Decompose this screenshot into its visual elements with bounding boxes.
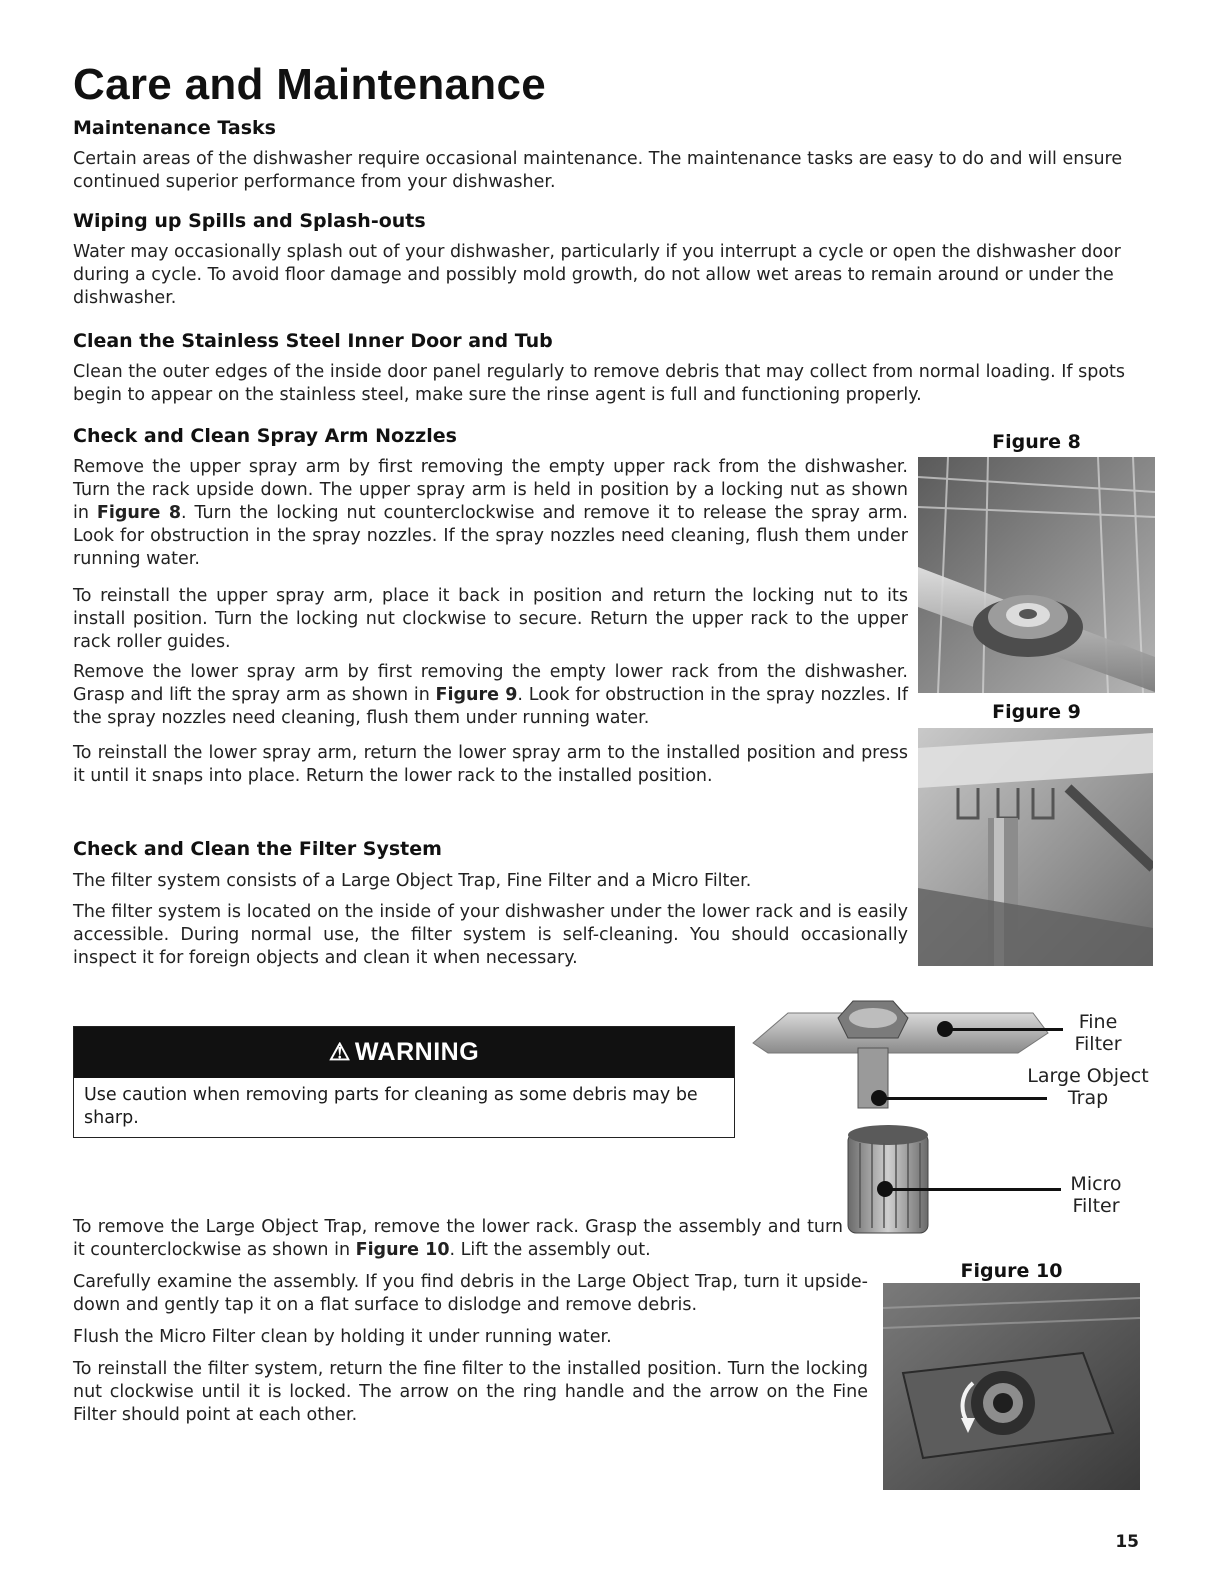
- warning-triangle-icon: ⚠: [328, 1039, 351, 1066]
- spray-arm-paragraph-1: Remove the upper spray arm by first removing the empty upper rack from the dishwasher. Turn the rack upside down. The upper spray arm is held in position by a locking nut as shown in Figure 8. Turn the locking nut counterclockwise and remove it to release the spray arm. Look for obstruction in the spray nozzles. If the spray nozzles need cleaning, flush them under running water.: [73, 457, 908, 569]
- heading-stainless: Clean the Stainless Steel Inner Door and Tub: [73, 330, 553, 352]
- micro-filter-label: Micro Filter: [1070, 1173, 1122, 1217]
- figure-10-reference: Figure 10: [355, 1240, 450, 1260]
- stainless-text: Clean the outer edges of the inside door panel regularly to remove debris that may collect from normal loading. If spots begin to appear on the stainless steel, make sure the rinse agent is full and functioning properly.: [73, 362, 1126, 405]
- heading-maintenance-tasks: Maintenance Tasks: [73, 117, 276, 139]
- heading-filter-system: Check and Clean the Filter System: [73, 838, 442, 860]
- large-object-trap-label: Large Object Trap: [1027, 1065, 1149, 1109]
- filter-paragraph-1: The filter system consists of a Large Object Trap, Fine Filter and a Micro Filter.: [73, 871, 752, 891]
- removal-paragraph-1: To remove the Large Object Trap, remove the lower rack. Grasp the assembly and turn it counterclockwise as shown in Figure 10. Lift the assembly out.: [73, 1217, 843, 1260]
- micro-filter-callout-line: [885, 1188, 1061, 1191]
- heading-spray-arm: Check and Clean Spray Arm Nozzles: [73, 425, 457, 447]
- spray-arm-paragraph-3: Remove the lower spray arm by first removing the empty lower rack from the dishwasher. Grasp and lift the spray arm as shown in Figure 9. Look for obstruction in the spray nozzles. If the spray nozzles need cleaning, flush them under running water.: [73, 662, 908, 728]
- spray-arm-locking-nut-image: [918, 457, 1155, 693]
- warning-header: [74, 1027, 734, 1078]
- page-title: Care and Maintenance: [73, 60, 547, 109]
- removal-paragraph-3: Flush the Micro Filter clean by holding it under running water.: [73, 1327, 612, 1347]
- figure-8-reference: Figure 8: [96, 503, 181, 523]
- figure-9-label: Figure 9: [992, 701, 1081, 723]
- figure-10-photo: [883, 1283, 1140, 1490]
- filter-paragraph-2: The filter system is located on the inside of your dishwasher under the lower rack and is easily accessible. During normal use, the filter system is self-cleaning. You should occasionally inspect it for foreign objects and clean it when necessary.: [73, 902, 908, 968]
- warning-box: [73, 1026, 735, 1138]
- fine-filter-callout-line: [945, 1028, 1063, 1031]
- spray-arm-paragraph-4: To reinstall the lower spray arm, return the lower spray arm to the installed position and press it until it snaps into place. Return the lower rack to the installed position.: [73, 743, 908, 786]
- warning-text: Use caution when removing parts for cleaning as some debris may be sharp.: [84, 1085, 698, 1128]
- figure-9-photo: [918, 728, 1153, 966]
- figure-8-photo: [918, 457, 1155, 693]
- figure-8-label: Figure 8: [992, 431, 1081, 453]
- spills-text: Water may occasionally splash out of your dishwasher, particularly if you interrupt a cycle or open the dishwasher door during a cycle. To avoid floor damage and possibly mold growth, do not allow wet areas to remain around or under the dishwasher.: [73, 242, 1121, 308]
- figure-9-reference: Figure 9: [435, 685, 518, 705]
- lower-spray-arm-image: [918, 728, 1153, 966]
- removal-paragraph-4: To reinstall the filter system, return the fine filter to the installed position. Turn the locking nut clockwise until it is locked. The arrow on the ring handle and the arrow on the Fine Filter should point at each other.: [73, 1359, 868, 1425]
- spray-arm-paragraph-2: To reinstall the upper spray arm, place it back in position and return the locking nut to its install position. Turn the locking nut clockwise to secure. Return the upper rack to the upper rack roller guides.: [73, 586, 908, 652]
- fine-filter-label: Fine Filter: [1074, 1011, 1122, 1055]
- warning-label: WARNING: [354, 1038, 480, 1066]
- figure-10-label: Figure 10: [960, 1260, 1063, 1282]
- page-number: 15: [1115, 1532, 1139, 1552]
- maintenance-tasks-text: Certain areas of the dishwasher require occasional maintenance. The maintenance tasks are easy to do and will ensure continued superior performance from your dishwasher.: [73, 149, 1123, 192]
- removal-paragraph-2: Carefully examine the assembly. If you find debris in the Large Object Trap, turn it upside-down and gently tap it on a flat surface to dislodge and remove debris.: [73, 1272, 868, 1315]
- heading-spills: Wiping up Spills and Splash-outs: [73, 210, 426, 232]
- filter-removal-image: [883, 1283, 1140, 1490]
